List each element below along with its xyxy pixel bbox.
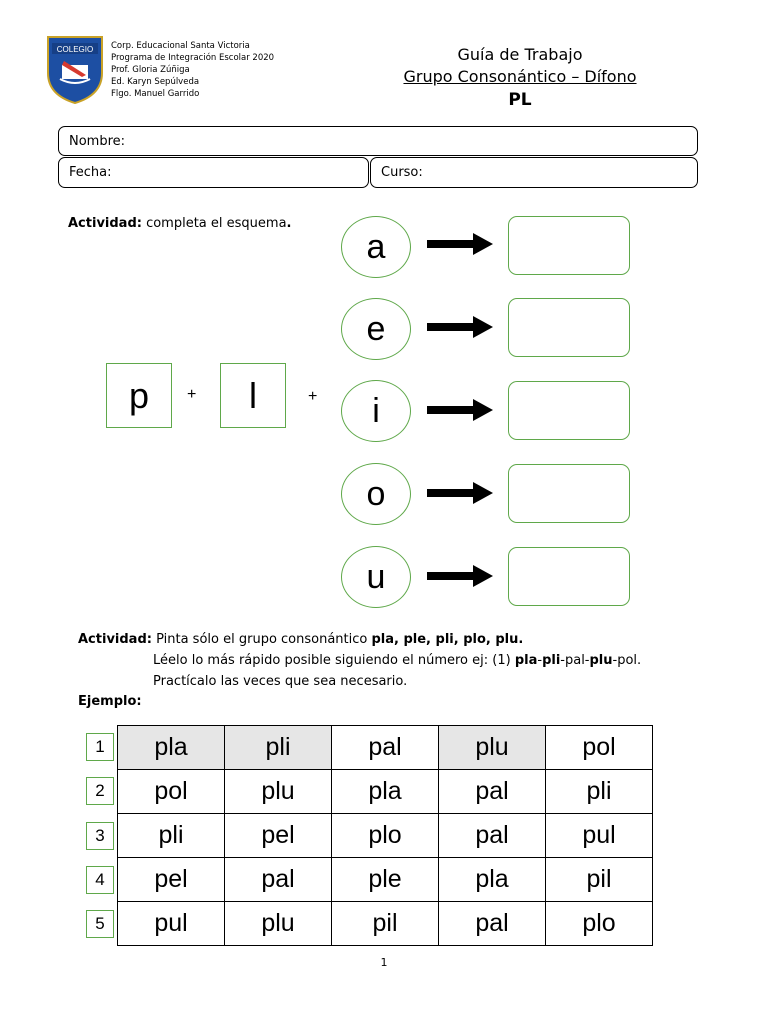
line2-text: Léelo lo más rápido posible siguiendo el número ej: (1) <box>153 653 515 668</box>
curso-field[interactable] <box>370 157 698 188</box>
logo-text: COLEGIO <box>56 45 94 54</box>
syllable-cell[interactable]: plu <box>225 902 332 946</box>
letter-p: p <box>128 374 150 416</box>
fecha-field[interactable] <box>58 157 369 188</box>
activity2-text: Pinta sólo el grupo consonántico <box>151 632 372 647</box>
syllable-cell[interactable]: pli <box>118 814 225 858</box>
activity1-end: . <box>286 216 292 231</box>
syllable-cell[interactable]: pla <box>332 770 439 814</box>
row-number: 4 <box>86 866 114 894</box>
syllable-table <box>117 725 653 946</box>
activity2-line2 <box>153 653 641 668</box>
line2-bold: plu <box>589 653 613 668</box>
info-line: Programa de Integración Escolar 2020 <box>111 53 275 63</box>
vowel-circle-e <box>341 298 411 360</box>
activity2-line1 <box>78 632 523 647</box>
syllable-cell[interactable]: pli <box>546 770 653 814</box>
example-label-text: Ejemplo: <box>78 694 142 709</box>
syllable-cell[interactable]: pli <box>225 726 332 770</box>
syllable-cell[interactable]: pil <box>332 902 439 946</box>
letter-l: l <box>249 374 257 416</box>
syllable-cell[interactable]: pol <box>546 726 653 770</box>
activity2-line3: Practícalo las veces que sea necesario. <box>153 674 408 689</box>
syllable-cell[interactable]: pel <box>225 814 332 858</box>
page-title: Guía de Trabajo <box>457 45 583 64</box>
letter-box-p <box>106 363 172 428</box>
vowel-circle-i <box>341 380 411 442</box>
page-topic: PL <box>508 90 532 110</box>
fecha-label: Fecha: <box>69 165 112 180</box>
vowel-circle-o <box>341 463 411 525</box>
line2-text: -pal- <box>560 653 590 668</box>
vowel-letter: e <box>366 309 386 348</box>
row-number: 3 <box>86 822 114 850</box>
vowel-letter: i <box>372 391 380 430</box>
table-row <box>118 814 653 858</box>
vowel-circle-a <box>341 216 411 278</box>
nombre-field[interactable] <box>58 126 698 156</box>
syllable-cell[interactable]: pul <box>546 814 653 858</box>
activity1-text: completa el esquema <box>141 216 287 231</box>
vowel-letter: o <box>366 474 386 513</box>
plus-sign: + <box>187 386 197 403</box>
activity1-label: Actividad: <box>68 216 142 231</box>
row-number: 5 <box>86 910 114 938</box>
table-row <box>118 726 653 770</box>
line2-text: -pol. <box>612 653 642 668</box>
answer-box-ple[interactable] <box>508 298 630 357</box>
activity2-label: Actividad: <box>78 632 152 647</box>
school-info <box>111 40 274 100</box>
info-line: Corp. Educacional Santa Victoria <box>111 41 250 51</box>
letter-box-l <box>220 363 286 428</box>
syllable-cell[interactable]: pal <box>439 902 546 946</box>
info-line: Flgo. Manuel Garrido <box>111 89 200 99</box>
row-number: 2 <box>86 777 114 805</box>
syllable-cell[interactable]: pla <box>118 726 225 770</box>
arrow-right-icon <box>427 316 493 338</box>
answer-box-pli[interactable] <box>508 381 630 440</box>
line2-text: - <box>537 653 543 668</box>
syllable-cell[interactable]: plu <box>439 726 546 770</box>
arrow-right-icon <box>427 399 493 421</box>
syllable-cell[interactable]: pal <box>439 814 546 858</box>
school-logo <box>46 35 104 105</box>
syllable-cell[interactable]: plo <box>546 902 653 946</box>
page-subtitle: Grupo Consonántico – Dífono <box>403 67 637 86</box>
table-row <box>118 770 653 814</box>
syllable-cell[interactable]: plo <box>332 814 439 858</box>
syllable-cell[interactable]: pel <box>118 858 225 902</box>
vowel-letter: a <box>366 227 386 266</box>
answer-box-plo[interactable] <box>508 464 630 523</box>
syllable-cell[interactable]: pul <box>118 902 225 946</box>
line2-bold: pla <box>514 653 538 668</box>
syllable-cell[interactable]: pal <box>332 726 439 770</box>
example-label <box>78 694 142 709</box>
answer-box-plu[interactable] <box>508 547 630 606</box>
table-row <box>118 858 653 902</box>
activity2-bold-syllables: pla, ple, pli, plo, plu. <box>371 632 524 647</box>
page-number: 1 <box>380 956 388 969</box>
row-number: 1 <box>86 733 114 761</box>
answer-box-pla[interactable] <box>508 216 630 275</box>
vowel-circle-u <box>341 546 411 608</box>
curso-label: Curso: <box>381 165 423 180</box>
line2-bold: pli <box>542 653 561 668</box>
plus-sign: + <box>308 388 318 405</box>
title-block <box>380 44 660 112</box>
activity1-instruction <box>68 216 292 231</box>
syllable-cell[interactable]: plu <box>225 770 332 814</box>
syllable-cell[interactable]: pol <box>118 770 225 814</box>
nombre-label: Nombre: <box>69 133 126 149</box>
syllable-cell[interactable]: pil <box>546 858 653 902</box>
syllable-cell[interactable]: pla <box>439 858 546 902</box>
syllable-cell[interactable]: ple <box>332 858 439 902</box>
arrow-right-icon <box>427 482 493 504</box>
syllable-cell[interactable]: pal <box>439 770 546 814</box>
table-row <box>118 902 653 946</box>
info-line: Ed. Karyn Sepúlveda <box>111 77 200 87</box>
arrow-right-icon <box>427 233 493 255</box>
syllable-cell[interactable]: pal <box>225 858 332 902</box>
info-line: Prof. Gloria Zúñiga <box>111 65 190 75</box>
vowel-letter: u <box>366 557 386 596</box>
arrow-right-icon <box>427 565 493 587</box>
